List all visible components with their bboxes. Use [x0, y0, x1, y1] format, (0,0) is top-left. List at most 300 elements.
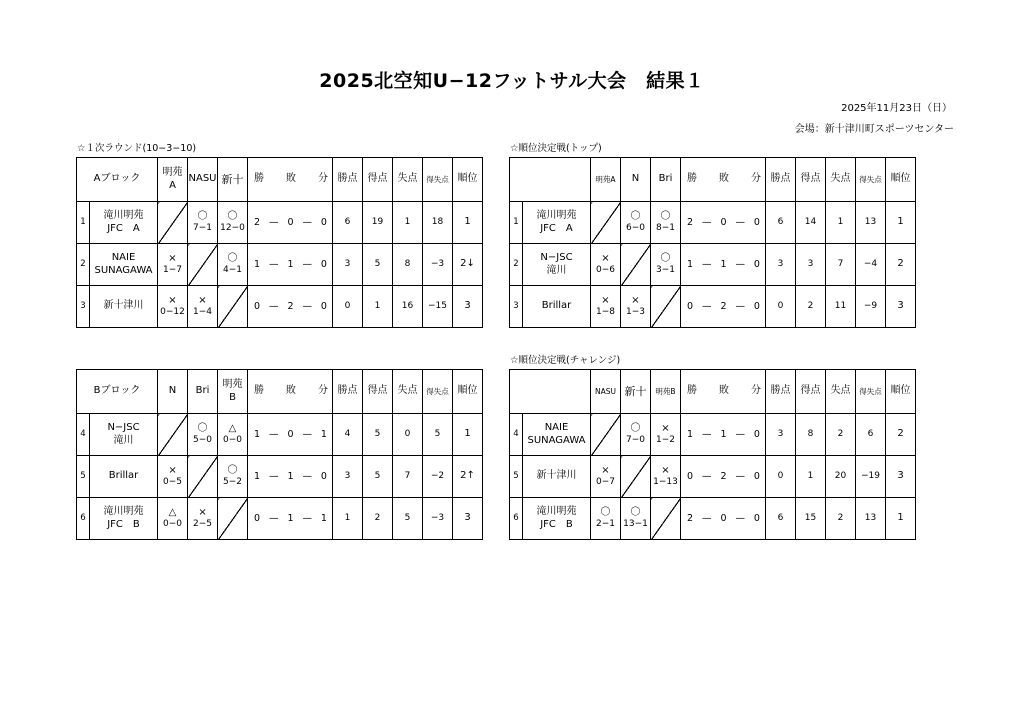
record-separator: —	[735, 512, 745, 524]
points-header: 勝点	[333, 158, 363, 202]
record-header-label: 勝	[254, 173, 264, 185]
record-header-label: 敗	[719, 173, 729, 185]
self-match-cell	[591, 202, 621, 244]
record-cell	[681, 202, 766, 244]
team-name: Brillar	[90, 456, 158, 498]
record-cell	[681, 414, 766, 456]
rank-value: 3	[453, 498, 483, 540]
record-value: 0	[320, 258, 327, 270]
match-result-cell	[621, 498, 651, 540]
rank-value: 3	[886, 286, 916, 328]
match-result-cell	[621, 286, 651, 328]
record-header-label: 敗	[719, 385, 729, 397]
goal-diff-value: 6	[856, 414, 886, 456]
record-value: 1	[254, 428, 261, 440]
record-separator: —	[302, 470, 312, 482]
goals-against-header: 失点	[393, 158, 423, 202]
record-separator: —	[702, 470, 712, 482]
record-separator: —	[269, 216, 279, 228]
match-score: 0−6	[596, 265, 615, 276]
record-value: 0	[687, 470, 694, 482]
record-value: 1	[720, 258, 727, 270]
team-number: 5	[77, 456, 90, 498]
match-result-cell	[651, 414, 681, 456]
record-separator: —	[302, 258, 312, 270]
match-score: 0−0	[163, 519, 183, 530]
header-row	[510, 158, 916, 202]
team-row	[77, 202, 483, 244]
team-number: 4	[510, 414, 523, 456]
record-header-label: 勝	[687, 173, 697, 185]
goal-diff-value: 13	[856, 202, 886, 244]
team-row	[510, 414, 916, 456]
self-match-cell	[188, 244, 218, 286]
match-result-cell	[188, 202, 218, 244]
goals-against-header: 失点	[826, 370, 856, 414]
goals-against-value: 2	[826, 498, 856, 540]
goals-for-header: 得点	[796, 370, 826, 414]
match-result-cell	[591, 244, 621, 286]
record-separator: —	[269, 428, 279, 440]
record-header-label: 分	[751, 385, 761, 397]
record-value: 0	[720, 216, 727, 228]
points-header: 勝点	[766, 370, 796, 414]
goals-for-value: 8	[796, 414, 826, 456]
goal-diff-value: −3	[423, 244, 453, 286]
record-separator: —	[302, 428, 312, 440]
record-header	[681, 158, 766, 202]
points-value: 4	[333, 414, 363, 456]
header-row	[77, 158, 483, 202]
rank-value: 1	[453, 202, 483, 244]
challenge-playoff-label: ☆順位決定戦(チャレンジ)	[510, 355, 621, 366]
rank-value: 2↓	[453, 244, 483, 286]
result-symbol: ×	[168, 464, 177, 476]
record-cell	[681, 244, 766, 286]
block-name-header: Bブロック	[77, 370, 158, 414]
match-result-cell	[591, 498, 621, 540]
team-name: 新十津川	[90, 286, 158, 328]
team-number: 5	[510, 456, 523, 498]
goals-for-header: 得点	[363, 158, 393, 202]
rank-value: 3	[886, 456, 916, 498]
goals-against-value: 20	[826, 456, 856, 498]
block-name-header	[510, 158, 591, 202]
record-value: 1	[254, 258, 261, 270]
match-result-cell	[651, 456, 681, 498]
team-row	[510, 244, 916, 286]
block-b-table	[76, 369, 483, 540]
team-name: 滝川明苑 JFC A	[523, 202, 591, 244]
record-separator: —	[735, 258, 745, 270]
result-symbol: 〇	[197, 210, 208, 222]
team-name: 新十津川	[523, 456, 591, 498]
match-result-cell	[621, 202, 651, 244]
result-symbol: 〇	[630, 210, 641, 222]
goals-against-value: 5	[393, 498, 423, 540]
record-separator: —	[702, 428, 712, 440]
record-value: 0	[254, 512, 261, 524]
result-symbol: ×	[661, 422, 670, 434]
match-score: 1−4	[193, 307, 212, 318]
team-row	[510, 202, 916, 244]
record-separator: —	[269, 512, 279, 524]
match-result-cell	[218, 456, 248, 498]
rank-value: 2	[886, 414, 916, 456]
block-a-table	[76, 157, 483, 328]
self-match-cell	[651, 498, 681, 540]
record-separator: —	[735, 216, 745, 228]
record-value: 0	[753, 512, 760, 524]
opponent-header: Bri	[651, 158, 681, 202]
team-name: NAIE SUNAGAWA	[90, 244, 158, 286]
record-value: 0	[287, 428, 294, 440]
record-cell	[248, 202, 333, 244]
record-value: 2	[687, 216, 694, 228]
goal-diff-value: −3	[423, 498, 453, 540]
record-value: 1	[720, 428, 727, 440]
goals-for-value: 2	[363, 498, 393, 540]
goals-for-value: 1	[796, 456, 826, 498]
match-score: 8−1	[656, 223, 675, 234]
goals-for-value: 1	[363, 286, 393, 328]
record-separator: —	[735, 428, 745, 440]
record-value: 2	[720, 300, 727, 312]
rank-value: 3	[453, 286, 483, 328]
goals-against-header: 失点	[393, 370, 423, 414]
opponent-header: 新十	[621, 370, 651, 414]
self-match-cell	[188, 456, 218, 498]
match-result-cell	[188, 286, 218, 328]
rank-header: 順位	[453, 370, 483, 414]
result-symbol: △	[228, 422, 237, 434]
points-value: 3	[333, 244, 363, 286]
rank-value: 2↑	[453, 456, 483, 498]
record-value: 2	[720, 470, 727, 482]
record-separator: —	[735, 300, 745, 312]
team-name: N−JSC 滝川	[90, 414, 158, 456]
team-row	[510, 498, 916, 540]
points-header: 勝点	[766, 158, 796, 202]
match-result-cell	[218, 202, 248, 244]
rank-header: 順位	[886, 158, 916, 202]
record-value: 0	[753, 258, 760, 270]
self-match-cell	[651, 286, 681, 328]
match-result-cell	[158, 286, 188, 328]
record-header	[248, 370, 333, 414]
team-row	[510, 286, 916, 328]
goal-diff-value: −9	[856, 286, 886, 328]
result-symbol: ×	[198, 294, 207, 306]
result-symbol: 〇	[227, 464, 238, 476]
block-name-header	[510, 370, 591, 414]
result-symbol: ×	[601, 252, 610, 264]
record-header-label: 敗	[286, 385, 297, 397]
opponent-header: N	[158, 370, 188, 414]
goals-for-value: 2	[796, 286, 826, 328]
opponent-header: NASU	[591, 370, 621, 414]
record-cell	[248, 456, 333, 498]
result-symbol: 〇	[630, 506, 641, 518]
goals-for-value: 5	[363, 244, 393, 286]
challenge-playoff-table	[509, 369, 916, 540]
points-value: 0	[766, 286, 796, 328]
result-symbol: 〇	[660, 252, 671, 264]
goal-diff-header: 得失点	[856, 370, 886, 414]
self-match-cell	[158, 414, 188, 456]
match-result-cell	[158, 498, 188, 540]
record-value: 1	[687, 258, 694, 270]
match-score: 2−1	[596, 519, 615, 530]
team-row	[77, 286, 483, 328]
record-separator: —	[269, 470, 279, 482]
match-score: 0−5	[163, 477, 183, 488]
match-score: 3−1	[656, 265, 675, 276]
record-value: 1	[287, 258, 294, 270]
team-number: 2	[510, 244, 523, 286]
event-venue: 会場：新十津川町スポーツセンター	[794, 124, 954, 135]
match-result-cell	[591, 456, 621, 498]
points-value: 0	[333, 286, 363, 328]
result-symbol: ×	[631, 294, 640, 306]
goals-for-value: 5	[363, 414, 393, 456]
header-row	[510, 370, 916, 414]
record-value: 0	[287, 216, 294, 228]
record-value: 0	[254, 300, 261, 312]
record-value: 0	[720, 512, 727, 524]
goals-for-header: 得点	[796, 158, 826, 202]
record-cell	[248, 244, 333, 286]
record-header-label: 勝	[254, 385, 265, 397]
record-value: 1	[687, 428, 694, 440]
match-score: 13−1	[623, 519, 648, 530]
points-value: 3	[333, 456, 363, 498]
points-header: 勝点	[333, 370, 363, 414]
record-header-label: 分	[751, 173, 761, 185]
self-match-cell	[218, 498, 248, 540]
block-name-header: Aブロック	[77, 158, 158, 202]
record-value: 0	[753, 300, 760, 312]
record-separator: —	[702, 512, 712, 524]
goals-against-value: 7	[826, 244, 856, 286]
goal-diff-value: −15	[423, 286, 453, 328]
record-separator: —	[302, 216, 312, 228]
goals-against-value: 16	[393, 286, 423, 328]
top-playoff-table	[509, 157, 916, 328]
top-playoff-label: ☆順位決定戦(トップ)	[510, 143, 602, 154]
record-header	[681, 370, 766, 414]
match-score: 1−7	[163, 265, 182, 276]
match-score: 5−0	[193, 435, 213, 446]
result-symbol: ×	[198, 506, 207, 518]
match-score: 5−2	[223, 477, 243, 488]
team-name: 滝川明苑 JFC B	[523, 498, 591, 540]
match-score: 4−1	[223, 265, 242, 276]
goals-against-value: 7	[393, 456, 423, 498]
team-name: NAIE SUNAGAWA	[523, 414, 591, 456]
match-result-cell	[651, 244, 681, 286]
points-value: 6	[766, 202, 796, 244]
goals-against-value: 11	[826, 286, 856, 328]
goals-for-value: 5	[363, 456, 393, 498]
record-header-label: 敗	[286, 173, 296, 185]
points-value: 6	[333, 202, 363, 244]
goals-for-value: 15	[796, 498, 826, 540]
goals-against-value: 0	[393, 414, 423, 456]
match-score: 6−0	[626, 223, 645, 234]
rank-header: 順位	[453, 158, 483, 202]
match-result-cell	[188, 414, 218, 456]
goal-diff-header: 得失点	[423, 158, 453, 202]
points-value: 6	[766, 498, 796, 540]
team-row	[77, 456, 483, 498]
match-score: 12−0	[220, 223, 245, 234]
self-match-cell	[218, 286, 248, 328]
record-separator: —	[269, 258, 279, 270]
team-number: 3	[77, 286, 90, 328]
result-symbol: △	[168, 506, 177, 518]
result-symbol: ×	[168, 294, 177, 306]
rank-value: 1	[886, 202, 916, 244]
record-cell	[681, 456, 766, 498]
team-number: 4	[77, 414, 90, 456]
team-number: 2	[77, 244, 90, 286]
team-row	[510, 456, 916, 498]
self-match-cell	[621, 244, 651, 286]
self-match-cell	[591, 414, 621, 456]
team-row	[77, 414, 483, 456]
match-result-cell	[218, 244, 248, 286]
result-symbol: ×	[661, 464, 670, 476]
record-cell	[248, 414, 333, 456]
record-value: 2	[287, 300, 294, 312]
result-symbol: 〇	[227, 252, 238, 264]
opponent-header: 新十	[218, 158, 248, 202]
result-symbol: ×	[601, 464, 610, 476]
self-match-cell	[158, 202, 188, 244]
opponent-header: 明苑 B	[218, 370, 248, 414]
record-value: 0	[753, 470, 760, 482]
match-score: 0−0	[223, 435, 243, 446]
points-value: 3	[766, 414, 796, 456]
record-cell	[248, 498, 333, 540]
goals-for-value: 19	[363, 202, 393, 244]
record-value: 0	[753, 428, 760, 440]
team-number: 6	[510, 498, 523, 540]
match-score: 7−0	[626, 435, 645, 446]
team-number: 3	[510, 286, 523, 328]
goal-diff-header: 得失点	[856, 158, 886, 202]
record-value: 0	[687, 300, 694, 312]
team-number: 1	[77, 202, 90, 244]
team-row	[77, 244, 483, 286]
match-result-cell	[158, 244, 188, 286]
team-number: 6	[77, 498, 90, 540]
goals-against-value: 1	[826, 202, 856, 244]
match-result-cell	[158, 456, 188, 498]
record-separator: —	[735, 470, 745, 482]
opponent-header: N	[621, 158, 651, 202]
match-score: 0−12	[160, 307, 185, 318]
rank-value: 1	[886, 498, 916, 540]
goal-diff-value: −19	[856, 456, 886, 498]
opponent-header: Bri	[188, 370, 218, 414]
event-date: 2025年11月23日（日）	[841, 103, 952, 114]
points-value: 0	[766, 456, 796, 498]
team-name: N−JSC 滝川	[523, 244, 591, 286]
record-value: 2	[254, 216, 261, 228]
record-value: 1	[320, 428, 327, 440]
match-score: 2−5	[193, 519, 213, 530]
team-name: 滝川明苑 JFC B	[90, 498, 158, 540]
match-result-cell	[218, 414, 248, 456]
points-value: 1	[333, 498, 363, 540]
result-symbol: ×	[168, 252, 177, 264]
match-score: 1−2	[656, 435, 675, 446]
record-separator: —	[702, 216, 712, 228]
result-symbol: 〇	[600, 506, 611, 518]
goals-against-value: 8	[393, 244, 423, 286]
record-cell	[681, 498, 766, 540]
result-symbol: ×	[601, 294, 610, 306]
opponent-header: NASU	[188, 158, 218, 202]
page-title: 2025北空知U−12フットサル大会 結果１	[319, 70, 705, 92]
record-value: 1	[254, 470, 261, 482]
opponent-header: 明苑 A	[158, 158, 188, 202]
opponent-header: 明苑A	[591, 158, 621, 202]
team-name: Brillar	[523, 286, 591, 328]
team-row	[77, 498, 483, 540]
record-separator: —	[269, 300, 279, 312]
record-separator: —	[702, 300, 712, 312]
goal-diff-value: 18	[423, 202, 453, 244]
record-header-label: 勝	[687, 385, 697, 397]
rank-header: 順位	[886, 370, 916, 414]
goals-for-value: 14	[796, 202, 826, 244]
points-value: 3	[766, 244, 796, 286]
goals-against-value: 1	[393, 202, 423, 244]
goals-for-value: 3	[796, 244, 826, 286]
match-result-cell	[621, 414, 651, 456]
record-value: 0	[753, 216, 760, 228]
record-value: 1	[320, 512, 327, 524]
record-header-label: 分	[318, 173, 328, 185]
opponent-header: 明苑B	[651, 370, 681, 414]
team-name: 滝川明苑 JFC A	[90, 202, 158, 244]
goal-diff-value: 5	[423, 414, 453, 456]
match-score: 1−3	[626, 307, 645, 318]
goals-for-header: 得点	[363, 370, 393, 414]
goal-diff-value: 13	[856, 498, 886, 540]
match-result-cell	[591, 286, 621, 328]
match-score: 1−13	[653, 477, 678, 488]
record-separator: —	[702, 258, 712, 270]
goals-against-value: 2	[826, 414, 856, 456]
record-value: 0	[320, 216, 327, 228]
record-header-label: 分	[318, 385, 329, 397]
result-symbol: 〇	[197, 422, 208, 434]
team-number: 1	[510, 202, 523, 244]
match-result-cell	[651, 202, 681, 244]
record-value: 2	[687, 512, 694, 524]
record-value: 0	[320, 470, 327, 482]
record-header	[248, 158, 333, 202]
rank-value: 2	[886, 244, 916, 286]
match-result-cell	[188, 498, 218, 540]
header-row	[77, 370, 483, 414]
goal-diff-value: −2	[423, 456, 453, 498]
goal-diff-header: 得失点	[423, 370, 453, 414]
